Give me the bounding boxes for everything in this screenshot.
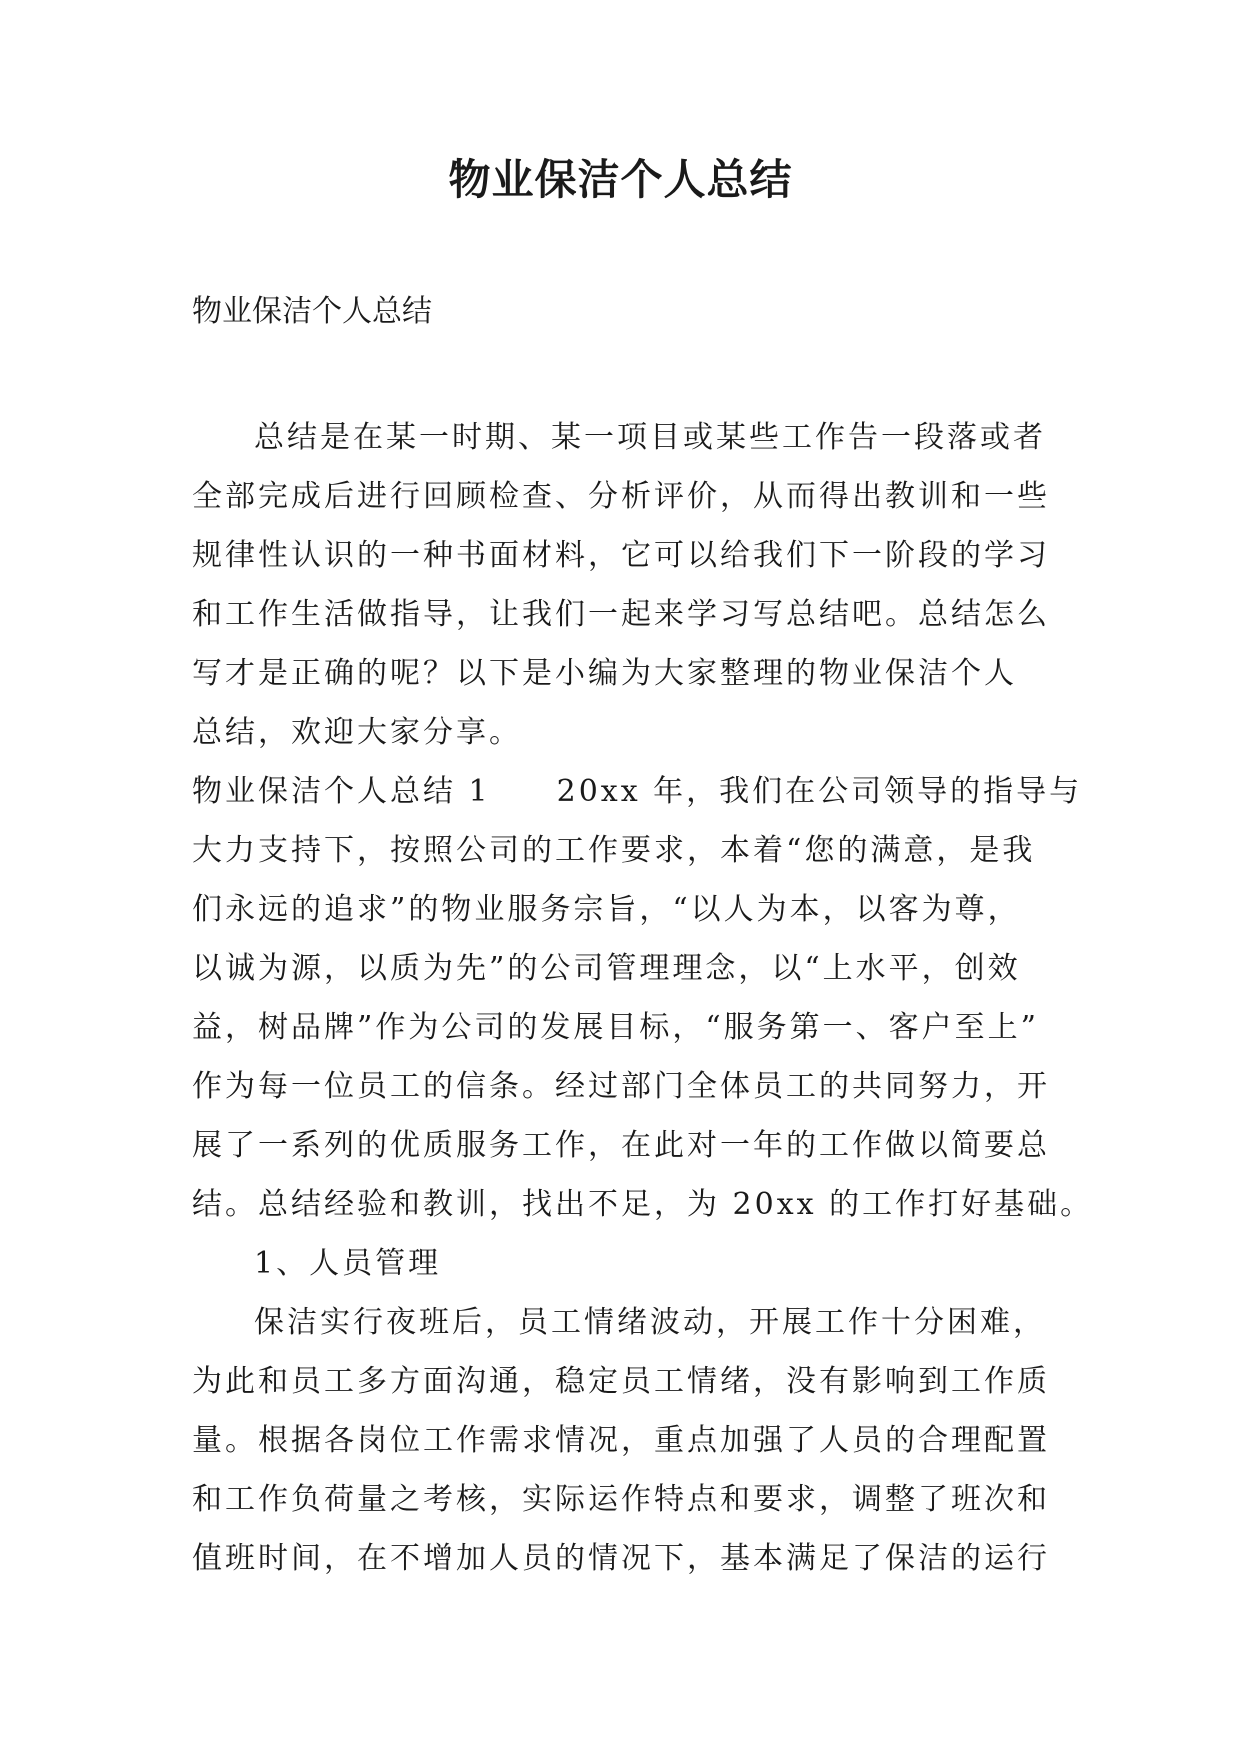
body-line: 和工作生活做指导，让我们一起来学习写总结吧。总结怎么 bbox=[192, 597, 1050, 632]
body-line: 物业保洁个人总结 1 20xx 年，我们在公司领导的指导与 bbox=[192, 774, 1083, 809]
document-body bbox=[192, 408, 1094, 1588]
body-line: 益，树品牌”作为公司的发展目标，“服务第一、客户至上” bbox=[192, 1010, 1040, 1045]
body-line: 为此和员工多方面沟通，稳定员工情绪，没有影响到工作质 bbox=[192, 1364, 1050, 1399]
body-line: 作为每一位员工的信条。经过部门全体员工的共同努力，开 bbox=[192, 1069, 1050, 1104]
document-title: 物业保洁个人总结 bbox=[448, 155, 793, 204]
body-line: 写才是正确的呢？以下是小编为大家整理的物业保洁个人 bbox=[192, 656, 1017, 691]
body-line: 和工作负荷量之考核，实际运作特点和要求，调整了班次和 bbox=[192, 1482, 1050, 1517]
body-line: 规律性认识的一种书面材料，它可以给我们下一阶段的学习 bbox=[192, 538, 1050, 573]
body-line: 全部完成后进行回顾检查、分析评价，从而得出教训和一些 bbox=[192, 479, 1050, 514]
body-line: 展了一系列的优质服务工作，在此对一年的工作做以简要总 bbox=[192, 1128, 1050, 1163]
body-line: 大力支持下，按照公司的工作要求，本着“您的满意，是我 bbox=[192, 833, 1036, 868]
body-line: 值班时间，在不增加人员的情况下，基本满足了保洁的运行 bbox=[192, 1541, 1050, 1576]
section-heading: 1、人员管理 bbox=[254, 1246, 442, 1281]
body-line: 量。根据各岗位工作需求情况，重点加强了人员的合理配置 bbox=[192, 1423, 1050, 1458]
body-line: 结。总结经验和教训，找出不足，为 20xx 的工作打好基础。 bbox=[192, 1187, 1094, 1222]
body-line: 保洁实行夜班后，员工情绪波动，开展工作十分困难， bbox=[254, 1305, 1046, 1340]
body-line: 们永远的追求”的物业服务宗旨，“以人为本，以客为尊， bbox=[192, 892, 1021, 927]
body-line: 总结是在某一时期、某一项目或某些工作告一段落或者 bbox=[254, 420, 1046, 455]
document-subtitle: 物业保洁个人总结 bbox=[192, 294, 432, 329]
body-line: 总结，欢迎大家分享。 bbox=[192, 715, 522, 750]
body-line: 以诚为源，以质为先”的公司管理理念，以“上水平，创效 bbox=[192, 951, 1021, 986]
